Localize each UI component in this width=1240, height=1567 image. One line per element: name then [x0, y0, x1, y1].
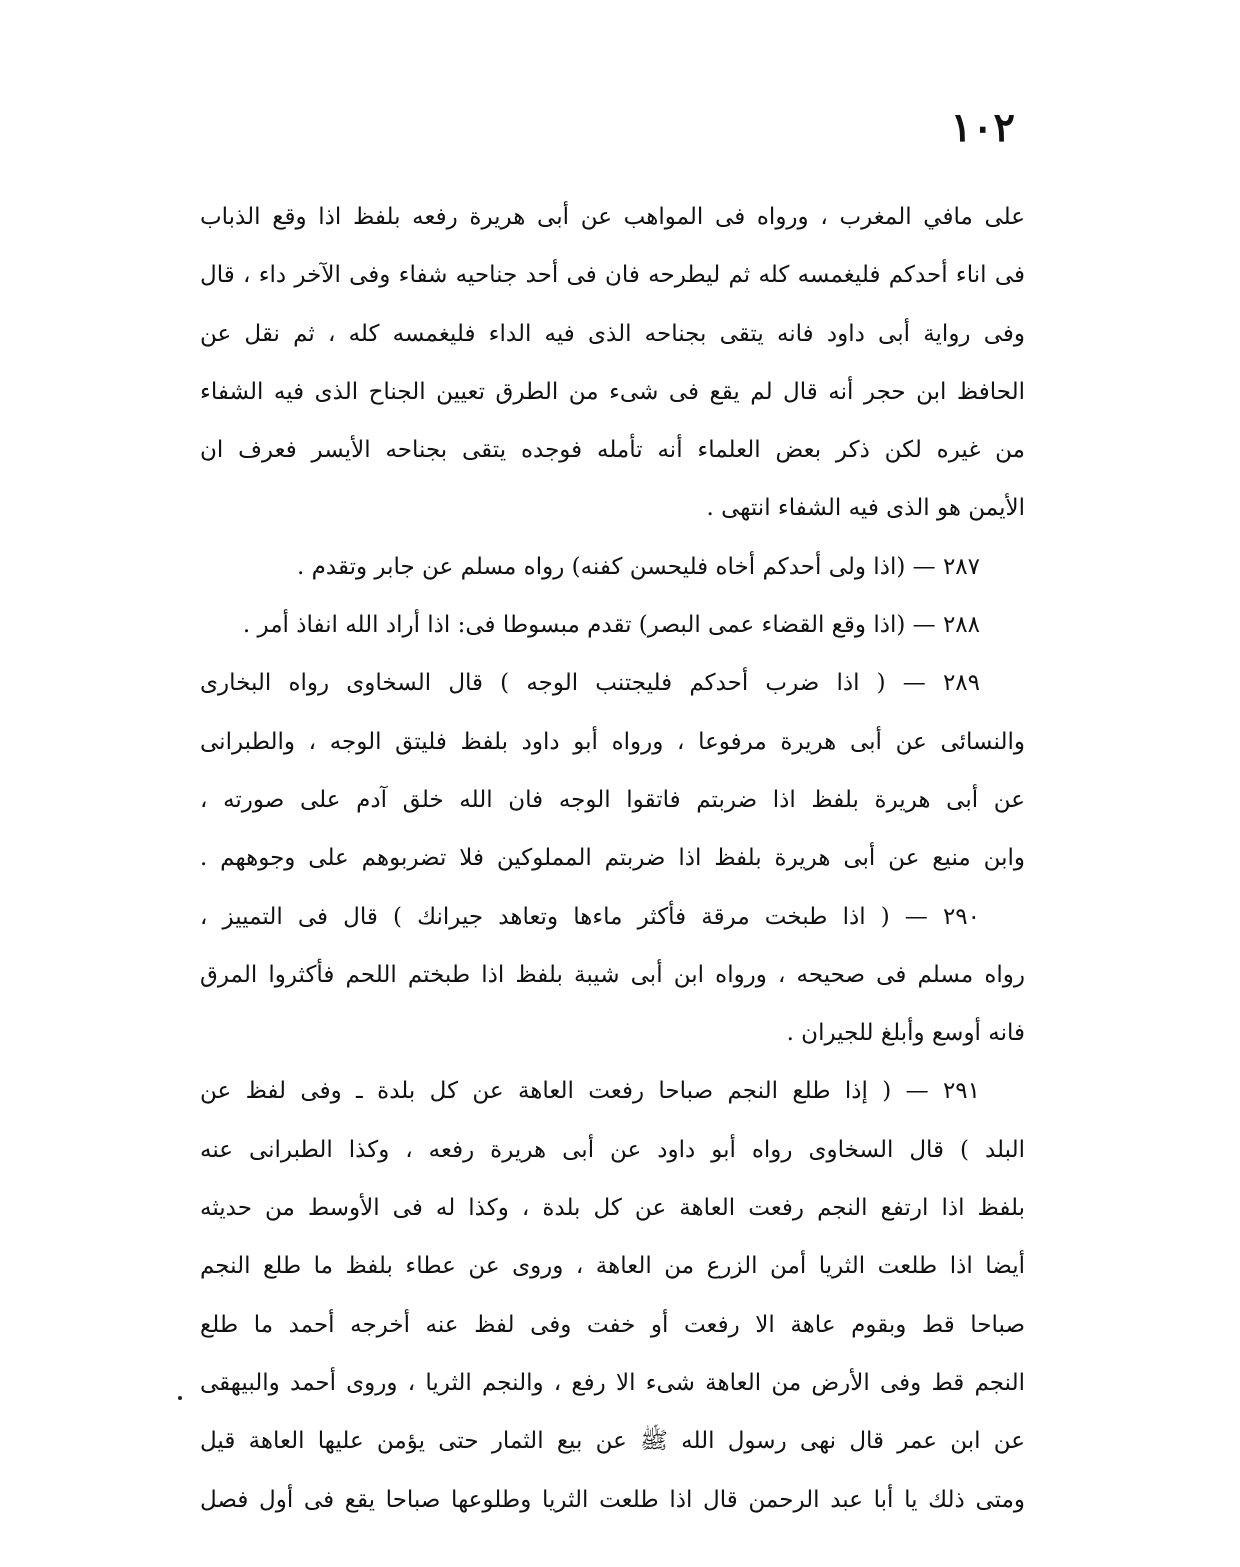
- text-line: أيضا اذا طلعت الثريا أمن الزرع من العاهة ، وروى عن عطاء بلفظ ما طلع النجم: [200, 1253, 1025, 1280]
- text-line: عن ابن عمر قال نهى رسول الله ﷺ عن بيع الثمار حتى يؤمن عليها العاهة قيل: [200, 1428, 1025, 1455]
- text-line: من غيره لكن ذكر بعض العلماء أنه تأمله فوجده يتقى بجناحه الأيسر فعرف ان: [200, 437, 1025, 464]
- text-line: وفى رواية أبى داود فانه يتقى بجناحه الذى فيه الداء فليغمسه كله ، ثم نقل عن: [200, 320, 1025, 347]
- entry-line: ٢٩٠ — ( اذا طبخت مرقة فأكثر ماءها وتعاهد جيرانك ) قال فى التمييز ،: [200, 903, 980, 930]
- text-line: البلد ) قال السخاوى رواه أبو داود عن أبى هريرة رفعه ، وكذا الطبرانى عنه: [200, 1136, 1025, 1163]
- entry-line: ٢٨٨ — (اذا وقع القضاء عمى البصر) تقدم مبسوطا فى: اذا أراد الله انفاذ أمر .: [242, 612, 980, 639]
- page-number: ١٠٢: [950, 104, 1015, 151]
- scan-speck: [178, 1396, 182, 1400]
- text-line: فى اناء أحدكم فليغمسه كله ثم ليطرحه فان فى أحد جناحيه شفاء وفى الآخر داء ، قال: [200, 262, 1025, 289]
- text-body: [200, 188, 1025, 1529]
- text-line: صباحا قط وبقوم عاهة الا رفعت أو خفت وفى لفظ عنه أخرجه أحمد ما طلع: [200, 1311, 1025, 1338]
- entry-line: ٢٨٧ — (اذا ولى أحدكم أخاه فليحسن كفنه) رواه مسلم عن جابر وتقدم .: [297, 553, 980, 580]
- entry-line: ٢٨٩ — ( اذا ضرب أحدكم فليجتنب الوجه ) قال السخاوى رواه البخارى: [200, 670, 980, 697]
- text-line: ومتى ذلك يا أبا عبد الرحمن قال اذا طلعت الثريا وطلوعها صباحا يقع فى أول فصل: [200, 1486, 1025, 1513]
- text-line: النجم قط وفى الأرض من العاهة شىء الا رفع ، والنجم الثريا ، وروى أحمد والبيهقى: [200, 1369, 1025, 1396]
- text-line: الأيمن هو الذى فيه الشفاء انتهى .: [706, 495, 1025, 522]
- text-line: بلفظ اذا ارتفع النجم رفعت العاهة عن كل بلدة ، وكذا له فى الأوسط من حديثه: [200, 1195, 1025, 1222]
- text-line: وابن منيع عن أبى هريرة بلفظ اذا ضربتم المملوكين فلا تضربوهم على وجوههم .: [200, 845, 1025, 872]
- text-line: الحافظ ابن حجر أنه قال لم يقع فى شىء من الطرق تعيين الجناح الذى فيه الشفاء: [200, 378, 1025, 405]
- text-line: عن أبى هريرة بلفظ اذا ضربتم فاتقوا الوجه فان الله خلق آدم على صورته ،: [200, 786, 1025, 813]
- text-line: رواه مسلم فى صحيحه ، ورواه ابن أبى شيبة بلفظ اذا طبختم اللحم فأكثروا المرق: [200, 961, 1025, 988]
- text-line: فانه أوسع وأبلغ للجيران .: [786, 1020, 1025, 1047]
- entry-line: ٢٩١ — ( إذا طلع النجم صباحا رفعت العاهة عن كل بلدة ـ وفى لفظ عن: [200, 1078, 980, 1105]
- text-line: على مافي المغرب ، ورواه فى المواهب عن أبى هريرة رفعه بلفظ اذا وقع الذباب: [200, 204, 1025, 230]
- text-line: والنسائى عن أبى هريرة مرفوعا ، ورواه أبو داود بلفظ فليتق الوجه ، والطبرانى: [200, 728, 1025, 755]
